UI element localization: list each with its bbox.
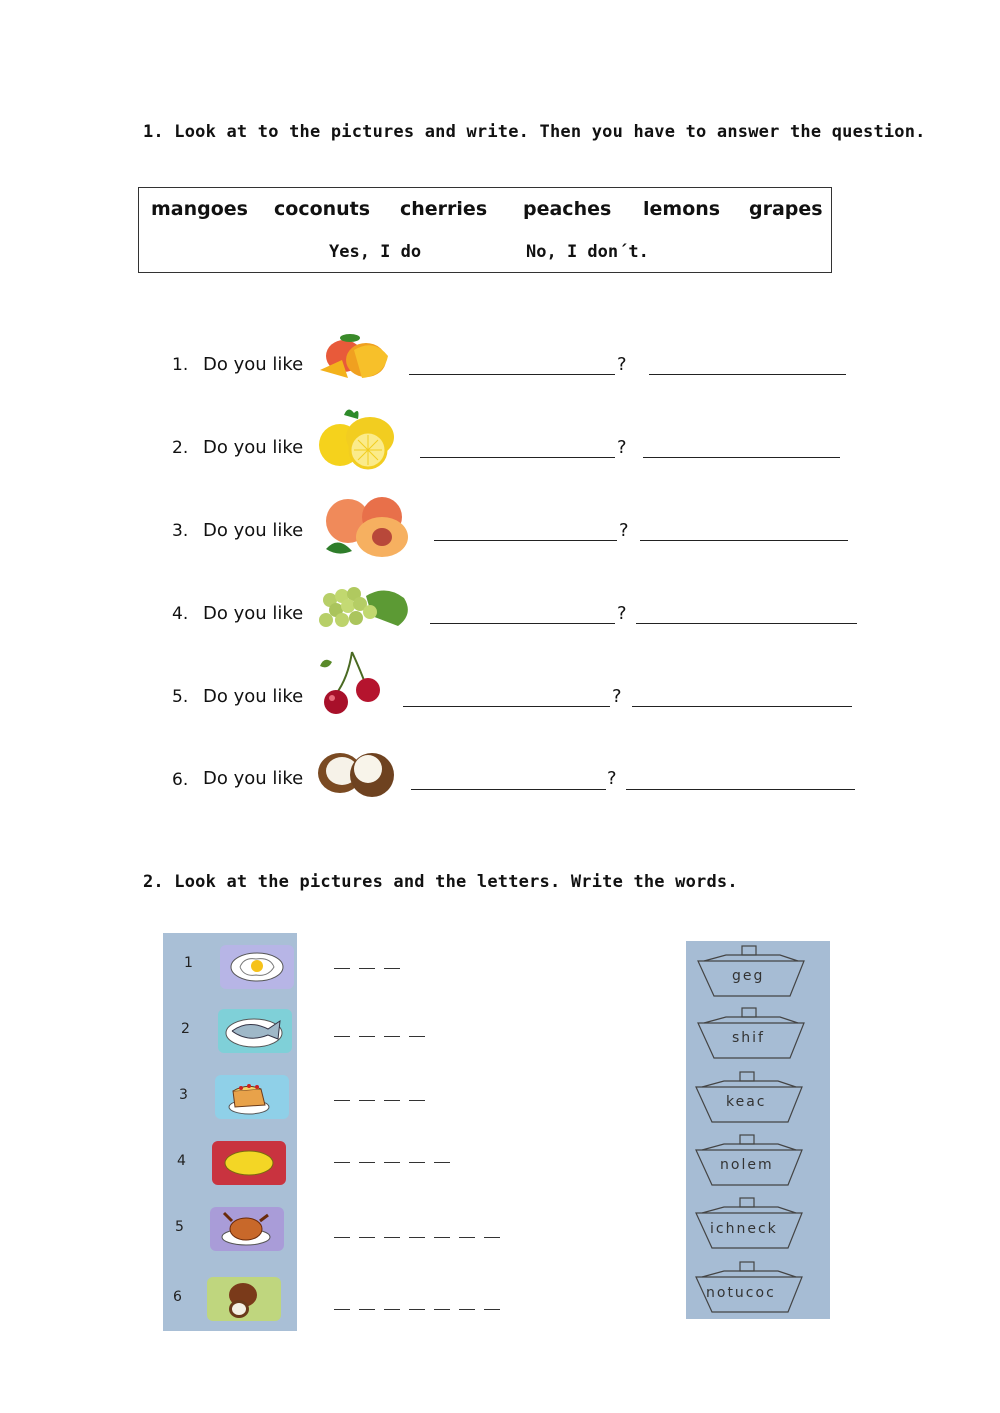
scrambled-word: shif: [732, 1030, 765, 1046]
word-bank-item: coconuts: [274, 198, 371, 220]
word-bank-item: cherries: [400, 198, 488, 220]
letter-blank[interactable]: [334, 1237, 350, 1238]
reply-blank[interactable]: [626, 789, 855, 790]
letter-blank[interactable]: [359, 1036, 375, 1037]
section-2-heading: 2. Look at the pictures and the letters. Write the words.: [143, 872, 738, 892]
letter-blank[interactable]: [359, 1309, 375, 1310]
question-mark: ?: [612, 686, 622, 707]
letter-blank[interactable]: [484, 1237, 500, 1238]
question-number: 3.: [172, 521, 189, 541]
question-text: Do you like: [203, 437, 304, 458]
letter-blank[interactable]: [384, 1100, 400, 1101]
question-text: Do you like: [203, 686, 304, 707]
scrambled-word: keac: [726, 1094, 767, 1110]
reply-blank[interactable]: [640, 540, 848, 541]
letter-blank[interactable]: [384, 968, 400, 969]
letter-blank[interactable]: [359, 1237, 375, 1238]
word-bank-item: peaches: [523, 198, 612, 220]
section-1-heading: 1. Look at to the pictures and write. Then you have to answer the question.: [143, 122, 926, 142]
question-text: Do you like: [203, 603, 304, 624]
letter-blank[interactable]: [384, 1237, 400, 1238]
letter-blank[interactable]: [459, 1237, 475, 1238]
cake-icon: [215, 1075, 289, 1119]
coconut-icon: [207, 1277, 281, 1321]
question-mark: ?: [617, 354, 627, 375]
item-number: 6: [173, 1289, 182, 1305]
tile-chicken: [210, 1207, 284, 1251]
letter-blank[interactable]: [409, 1100, 425, 1101]
question-mark: ?: [619, 520, 629, 541]
question-number: 4.: [172, 604, 189, 624]
question-text: Do you like: [203, 354, 304, 375]
letter-blank[interactable]: [409, 1309, 425, 1310]
fish-icon: [218, 1009, 292, 1053]
letter-blank[interactable]: [334, 1100, 350, 1101]
question-text: Do you like: [203, 520, 304, 541]
letter-blank[interactable]: [334, 1309, 350, 1310]
tile-coconut: [207, 1277, 281, 1321]
answer-blank[interactable]: [409, 374, 615, 375]
question-number: 6.: [172, 770, 189, 790]
letter-blank[interactable]: [334, 1036, 350, 1037]
basket-outlines: [686, 941, 830, 1319]
scrambled-word: nolem: [720, 1157, 774, 1173]
tile-egg: [220, 945, 294, 989]
question-number: 2.: [172, 438, 189, 458]
coconut-image: [316, 745, 396, 801]
item-number: 1: [184, 955, 193, 971]
letter-blank[interactable]: [384, 1036, 400, 1037]
answer-option-yes: Yes, I do: [329, 242, 422, 262]
item-number: 5: [175, 1219, 184, 1235]
question-mark: ?: [617, 437, 627, 458]
reply-blank[interactable]: [636, 623, 857, 624]
letter-blank[interactable]: [409, 1237, 425, 1238]
answer-blank[interactable]: [411, 789, 606, 790]
letter-blank[interactable]: [359, 1162, 375, 1163]
letter-blank[interactable]: [459, 1309, 475, 1310]
reply-blank[interactable]: [643, 457, 840, 458]
word-bank-item: grapes: [749, 198, 823, 220]
answer-option-no: No, I don´t.: [526, 242, 649, 262]
question-text: Do you like: [203, 768, 304, 789]
item-number: 2: [181, 1021, 190, 1037]
letter-blank[interactable]: [334, 1162, 350, 1163]
scrambled-word: ichneck: [710, 1221, 778, 1237]
letter-blank[interactable]: [384, 1309, 400, 1310]
tile-cake: [215, 1075, 289, 1119]
egg-icon: [220, 945, 294, 989]
letter-blank[interactable]: [409, 1162, 425, 1163]
chicken-icon: [210, 1207, 284, 1251]
mango-image: [314, 330, 394, 386]
letter-blank[interactable]: [334, 968, 350, 969]
item-number: 3: [179, 1087, 188, 1103]
letter-blank[interactable]: [434, 1162, 450, 1163]
scrambled-word: notucoc: [706, 1285, 776, 1301]
word-bank-item: mangoes: [151, 198, 248, 220]
letter-blank[interactable]: [434, 1237, 450, 1238]
letter-blank[interactable]: [409, 1036, 425, 1037]
question-number: 1.: [172, 355, 189, 375]
word-bank-box: [138, 187, 832, 273]
scrambled-panel: [686, 941, 830, 1319]
picture-panel: [163, 933, 297, 1331]
lemon-icon: [212, 1141, 286, 1185]
letter-blank[interactable]: [434, 1309, 450, 1310]
answer-blank[interactable]: [420, 457, 615, 458]
item-number: 4: [177, 1153, 186, 1169]
answer-blank[interactable]: [430, 623, 615, 624]
scrambled-word: geg: [732, 968, 765, 984]
peach-image: [318, 495, 412, 559]
letter-blank[interactable]: [359, 1100, 375, 1101]
grapes-image: [316, 576, 416, 634]
question-mark: ?: [607, 768, 617, 789]
reply-blank[interactable]: [649, 374, 846, 375]
letter-blank[interactable]: [359, 968, 375, 969]
tile-lemon: [212, 1141, 286, 1185]
letter-blank[interactable]: [484, 1309, 500, 1310]
answer-blank[interactable]: [403, 706, 610, 707]
tile-fish: [218, 1009, 292, 1053]
reply-blank[interactable]: [632, 706, 852, 707]
letter-blank[interactable]: [384, 1162, 400, 1163]
lemon-image: [314, 405, 404, 471]
question-number: 5.: [172, 687, 189, 707]
cherries-image: [318, 648, 386, 716]
question-mark: ?: [617, 603, 627, 624]
answer-blank[interactable]: [434, 540, 617, 541]
word-bank-item: lemons: [643, 198, 721, 220]
